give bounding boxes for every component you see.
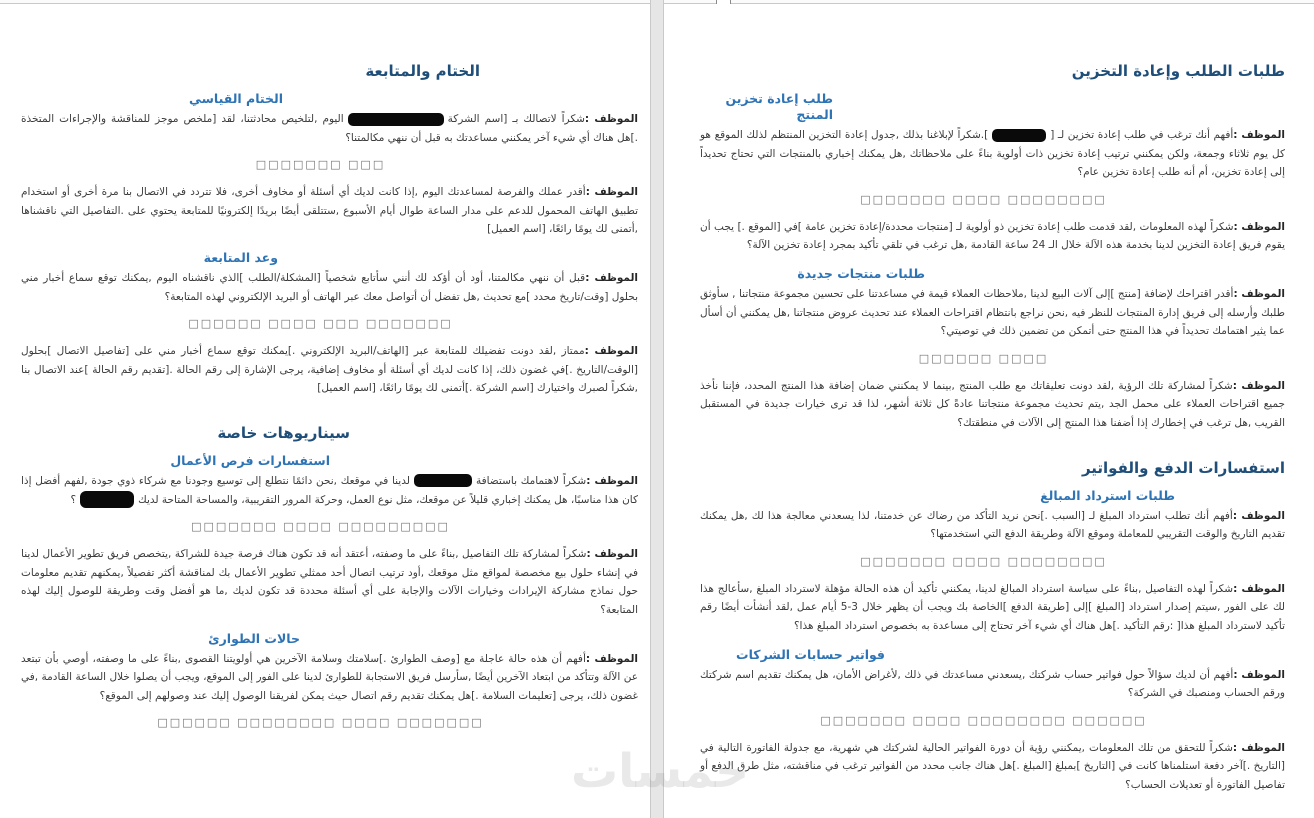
script-paragraph	[21, 269, 638, 306]
speaker-label: الموظف :	[585, 271, 638, 284]
paragraph-text: أفهم أن هذه حالة عاجلة مع [وصف الطوارئ .]سلامتك وسلامة الآخرين هي أولويتنا القصوى ,بناءً على ما وصفته، أوصي بأن تبتعد عن الآلة وتتأكد من ابتعاد الآخرين أيضًا ,سأرسل فريق الاستجابة للطوارئ لدينا على الفور إلى الموقع، ويجب أن يصلوا خلال الساعة القادمة ,في غضون ذلك، يرجى [تعليمات السلامة .]هل يمكنك تقديم رقم اتصال حيث يمكن لفريقنا الوصول إليك عند وصولهم إلى الموقع؟	[21, 652, 638, 702]
script-paragraph	[700, 218, 1285, 255]
script-paragraph	[700, 666, 1285, 703]
script-paragraph	[21, 183, 638, 239]
placeholder-boxes-row: □□□□□□□ □□□ □□□□ □□□□□□	[188, 317, 453, 331]
paragraph-text: ؟	[70, 493, 77, 506]
paragraph-text: شكراً للتحقق من تلك المعلومات ,يمكنني رؤية أن دورة الفواتير الحالية لشركتك هي شهرية، مع جدولة الفاتورة التالية في [التاريخ .]آخر دفعة استلمناها كانت في [التاريخ ]بمبلغ [المبلغ .]هل هناك جانب محدد من الفواتير ترغب في مناقشته، مثل طرق الدفع أو تفاصيل الفاتورة أو تعديلات الحساب؟	[700, 741, 1285, 791]
paragraph-text: ممتاز ,لقد دونت تفضيلك للمتابعة عبر [الهاتف/البريد الإلكتروني .]يمكنك توقع سماع أخبار مني على [تفاصيل الاتصال ]بحلول [الوقت/التاريخ .]في غضون ذلك، إذا كانت لديك أي أسئلة أو مخاوف إضافية، يرجى الإشارة إلى رقم الحالة .[تقديم رقم الحالة ]عند الاتصال بنا ,شكراً لصبرك واختيارك [اسم الشركة .]أتمنى لك يومًا رائعًا، [اسم العميل]	[21, 345, 638, 395]
section-heading-closing-followup: الختام والمتابعة	[365, 62, 480, 80]
subheading-refund-requests: طلبات استرداد المبالغ	[1040, 487, 1175, 503]
speaker-label: الموظف :	[586, 548, 638, 561]
speaker-label: الموظف :	[1233, 129, 1285, 141]
paragraph-text: أفهم أنك تطلب استرداد المبلغ لـ [السبب .]نحن نريد التأكد من رضاك عن خدمتنا، لذا يسعدني معالجة هذا لك ,هل يمكنك تقديم التاريخ والوقت التقريبي للمعاملة وموقع الآلة وطريقة الدفع التي استخدمتها؟	[700, 509, 1285, 541]
script-paragraph	[21, 545, 638, 619]
subheading-emergencies: حالات الطوارئ	[208, 630, 300, 646]
paragraph-text: أفهم أنك ترغب في طلب إعادة تخزين لـ [	[1050, 129, 1234, 141]
placeholder-boxes-row: □□□□□□ □□□□□□□□ □□□□ □□□□□□□	[820, 713, 1147, 727]
speaker-label: الموظف :	[1233, 668, 1285, 681]
paragraph-text: شكراً لمشاركة تلك الرؤية ,لقد دونت تعليقاتك مع طلب المنتج ,بينما لا يمكنني ضمان إضافة هذا المنتج المحدد، فإننا نأخذ جميع اقتراحات العملاء على محمل الجد ,يتم تحديث مجموعة منتجاتنا عادةً كل ثلاثة أشهر، لذا قد ترى خيارات جديدة في المستقبل القريب ,هل ترغب في إخطارك إذا أضفنا هذا المنتج إلى الآلات في منطقتك؟	[700, 379, 1285, 429]
speaker-label: الموظف :	[585, 186, 638, 199]
script-paragraph	[700, 507, 1285, 544]
placeholder-boxes-row: □□□□ □□□□□□	[918, 351, 1049, 365]
speaker-label: الموظف :	[584, 113, 638, 125]
speaker-label: الموظف :	[1232, 741, 1285, 754]
paragraph-text: لدينا في موقعك ,نحن دائمًا نتطلع إلى توسيع وجودنا مع شركاء ذوي جودة ,لفهم أفضل إذا كان هذا مناسبًا، هل يمكنك إخباري قليلاً عن موقعك، مثل نوع العمل، وحركة المرور التقريبية، والمساحة المتاحة لديك	[21, 474, 638, 506]
paragraph-text: أفهم أن لديك سؤالاً حول فواتير حساب شركتك ,يسعدني مساعدتك في ذلك ,لأغراض الأمان، هل يمكنك تقديم اسم شركتك ورقم الحساب ومنصبك في الشركة؟	[700, 668, 1285, 700]
redaction	[80, 491, 134, 508]
script-paragraph	[700, 126, 1285, 182]
subheading-standard-closing: الختام القياسي	[188, 91, 283, 106]
speaker-label: الموظف :	[1233, 220, 1285, 233]
placeholder-boxes-row: □□□□□□□ □□□□ □□□□□□□□ □□□□□□	[157, 716, 484, 730]
paragraph-text: اليوم ,لتلخيص محادثتنا، لقد [ملخص موجز للمناقشة والإجراءات المتخذة .]هل هناك أي شيء آخر يمكنني مساعدتك به قبل أن ننهي مكالمتنا؟	[21, 113, 638, 144]
speaker-label: الموظف :	[1232, 379, 1285, 392]
section-heading-special-scenarios: سيناريوهات خاصة	[217, 423, 350, 442]
paragraph-text: شكراً لهذه التفاصيل ,بناءً على سياسة استرداد المبالغ لدينا، يمكنني تأكيد أن هذه الحالة مؤهلة لاسترداد المبلغ ,سأعالج هذا لك على الفور ,سيتم إصدار استرداد [المبلغ ]إلى [طريقة الدفع ]الخاصة بك ويجب أن يظهر خلال 3-5 أيام عمل ,لقد أنشأت أيضًا رقم تأكيد لاسترداد المبلغ هذا[ :رقم التأكيد .]هل هناك أي شيء آخر تحتاج إلى مساعدة به بخصوص استرداد المبلغ هذا؟	[700, 582, 1285, 632]
speaker-label: الموظف :	[1233, 582, 1285, 595]
speaker-label: الموظف :	[585, 652, 638, 665]
script-paragraph	[700, 377, 1285, 433]
redaction	[414, 474, 472, 487]
placeholder-boxes-row: □□□ □□□□□□□	[255, 158, 386, 172]
subheading-new-products: طلبات منتجات جديدة	[797, 265, 925, 281]
speaker-label: الموظف :	[1233, 287, 1285, 300]
script-paragraph	[700, 285, 1285, 341]
subheading-product-restock-request: طلب إعادة تخزين المنتج	[725, 91, 833, 122]
subheading-business-opportunities: استفسارات فرص الأعمال	[170, 452, 330, 468]
script-paragraph	[21, 342, 638, 398]
paragraph-text: شكراً لمشاركة تلك التفاصيل ,بناءً على ما وصفته، أعتقد أنه قد تكون هناك فرصة جيدة للشراكة ,يتخصص فريق تطوير الأعمال لدينا في إنشاء حلول بيع مخصصة لمواقع مثل موقعك ,أود ترتيب اتصال أحد ممثلي تطوير الأعمال بك لمناقشة أكثر تفصيلاً ,يمكنهم تقديم معلومات حول نماذج مشاركة الإيرادات وخيارات الآلات والإجابة على أي أسئلة محددة قد تكون لديك ,ما هو أفضل وقت وطريقة للوصول إليك لهذه المتابعة؟	[21, 548, 638, 616]
subheading-followup-promise: وعد المتابعة	[203, 249, 278, 265]
paragraph-text: أقدر اقتراحك لإضافة [منتج ]إلى آلات البيع لدينا ,ملاحظات العملاء قيمة في مساعدتنا على تحسين مجموعة منتجاتنا , سأوثق طلبك وأرسله إلى فريق إدارة المنتجات للنظر فيه ,نحن نراجع بانتظام اقتراحات العملاء عند تحديث عروض منتجاتنا ,هل يمكنني أن أسأل عما يثير اهتمامك تحديداً في هذا المنتج حتى أتمكن من تضمين ذلك في توصيتي؟	[700, 287, 1285, 338]
placeholder-boxes-row: □□□□□□□□□ □□□□ □□□□□□□	[191, 520, 450, 534]
subheading-corporate-invoices: فواتير حسابات الشركات	[736, 646, 885, 662]
paragraph-text: ].شكراً لإبلاغنا بذلك ,جدول إعادة التخزين المنتظم لذلك الموقع هو كل يوم ثلاثاء وجمعة، ولكن يمكنني ترتيب إعادة تخزين ذات أولوية بناءً على ملاحظاتك ,هل يمكنك إخباري بالمنتجات التي تحتاج تحديداً إلى إعادة تخزين، أم أنه طلب إعادة تخزين عام؟	[700, 129, 1285, 179]
section-heading-payment-billing: استفسارات الدفع والفواتير	[1081, 458, 1285, 477]
document-page-right[interactable]	[664, 4, 1314, 818]
script-paragraph	[21, 472, 638, 509]
paragraph-text: شكراً لاتصالك بـ [اسم الشركة	[447, 113, 585, 125]
redaction	[992, 129, 1046, 142]
script-paragraph	[21, 110, 638, 147]
redaction	[348, 113, 444, 126]
paragraph-text: شكراً لاهتمامك باستضافة	[475, 474, 587, 487]
paragraph-text: شكراً لهذه المعلومات ,لقد قدمت طلب إعادة تخزين ذو أولوية لـ [منتجات محددة/إعادة تخزين عامة ]في [الموقع .] يجب أن يقوم فريق إعادة التخزين لدينا بخدمة هذه الآلة خلال الـ 24 ساعة القادمة ,هل ترغب في تلقي تأكيد بمجرد إعادة تخزين الآلة؟	[700, 220, 1285, 252]
placeholder-boxes-row: □□□□□□□□ □□□□ □□□□□□□	[860, 192, 1107, 206]
page-gap	[650, 0, 664, 818]
speaker-label: الموظف :	[584, 345, 639, 358]
paragraph-text: قبل أن ننهي مكالمتنا، أود أن أؤكد لك أنني سأتابع شخصياً [المشكلة/الطلب ]الذي ناقشناه اليوم ,يمكنك توقع سماع أخبار مني بحلول [وقت/تاريخ محدد ]مع تحديث ,هل تفضل أن أتواصل معك عبر الهاتف أو البريد الإلكتروني لهذه المتابعة؟	[21, 271, 638, 303]
placeholder-boxes-row: □□□□□□□□ □□□□ □□□□□□□	[860, 554, 1107, 568]
section-heading-order-restock: طلبات الطلب وإعادة التخزين	[1071, 62, 1285, 80]
paragraph-text: أقدر عملك والفرصة لمساعدتك اليوم ,إذا كانت لديك أي أسئلة أو مخاوف أخرى، فلا تتردد في الاتصال بنا مرة أخرى أو استخدام تطبيق الهاتف المحمول للدعم على مدار الساعة طوال أيام الأسبوع ,ستتلقى أيضًا بريدًا إلكترونيًا للمتابعة يحتوي على .التفاصيل التي ناقشناها ,أتمنى لك يومًا رائعًا، [اسم العميل]	[21, 186, 638, 236]
script-paragraph	[21, 650, 638, 706]
speaker-label: الموظف :	[586, 474, 639, 487]
document-page-left[interactable]	[0, 4, 650, 818]
speaker-label: الموظف :	[1232, 509, 1285, 522]
script-paragraph	[700, 739, 1285, 795]
script-paragraph	[700, 580, 1285, 636]
